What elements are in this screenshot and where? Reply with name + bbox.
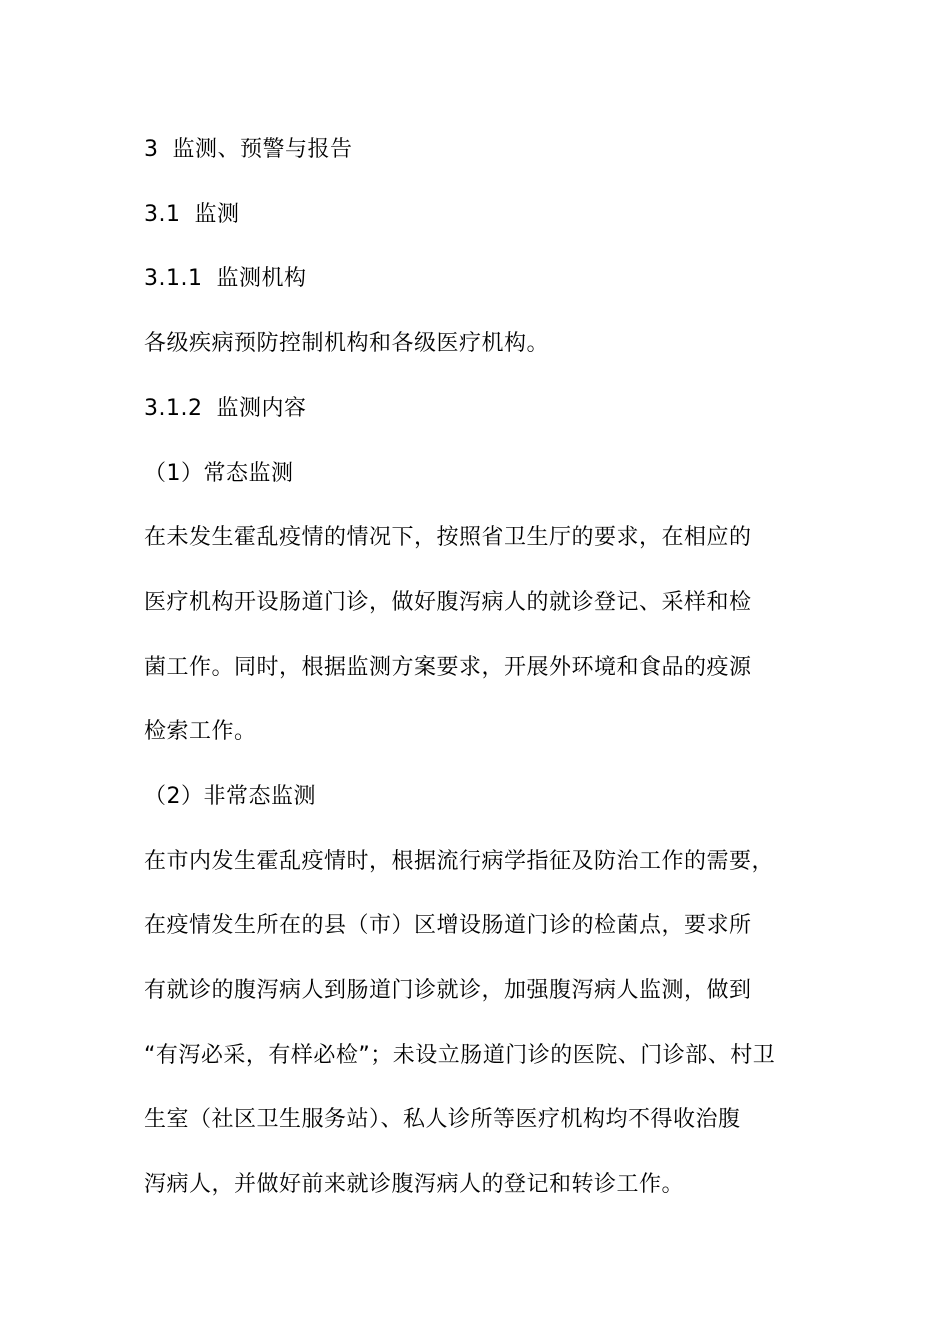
paragraph-line: 生室（社区卫生服务站）、私人诊所等医疗机构均不得收治腹 xyxy=(144,1107,741,1132)
heading-3-1-2 xyxy=(144,394,307,424)
item-1-label: （1）常态监测 xyxy=(144,461,294,486)
paragraph-line: 在未发生霍乱疫情的情况下，按照省卫生厅的要求，在相应的 xyxy=(144,525,752,550)
paragraph-line: 医疗机构开设肠道门诊，做好腹泻病人的就诊登记、采样和检 xyxy=(144,590,752,615)
heading-3-1-1-number: 3.1.1 xyxy=(144,266,203,291)
paragraph-line: “有泻必采，有样必检”；未设立肠道门诊的医院、门诊部、村卫 xyxy=(144,1043,776,1068)
heading-3-1 xyxy=(144,200,240,230)
heading-3-number: 3 xyxy=(144,137,159,162)
heading-3-1-number: 3.1 xyxy=(144,202,181,227)
heading-3-1-2-number: 3.1.2 xyxy=(144,396,203,421)
paragraph-line: 菌工作。同时，根据监测方案要求，开展外环境和食品的疫源 xyxy=(144,655,752,680)
heading-3-1-2-title: 监测内容 xyxy=(216,396,307,421)
paragraph-line: 检索工作。 xyxy=(144,719,257,744)
paragraph-line: 在疫情发生所在的县（市）区增设肠道门诊的检菌点，要求所 xyxy=(144,913,752,938)
heading-3-1-1 xyxy=(144,264,307,294)
heading-3-1-1-title: 监测机构 xyxy=(216,266,307,291)
paragraph-line: 有就诊的腹泻病人到肠道门诊就诊，加强腹泻病人监测，做到 xyxy=(144,978,752,1003)
item-2-label: （2）非常态监测 xyxy=(144,784,316,809)
heading-3-title: 监测、预警与报告 xyxy=(172,137,353,162)
paragraph-line: 在市内发生霍乱疫情时，根据流行病学指征及防治工作的需要， xyxy=(144,849,775,874)
heading-3 xyxy=(144,135,353,165)
heading-3-1-title: 监测 xyxy=(194,202,240,227)
paragraph-institutions: 各级疾病预防控制机构和各级医疗机构。 xyxy=(144,331,550,356)
paragraph-line: 泻病人，并做好前来就诊腹泻病人的登记和转诊工作。 xyxy=(144,1172,685,1197)
